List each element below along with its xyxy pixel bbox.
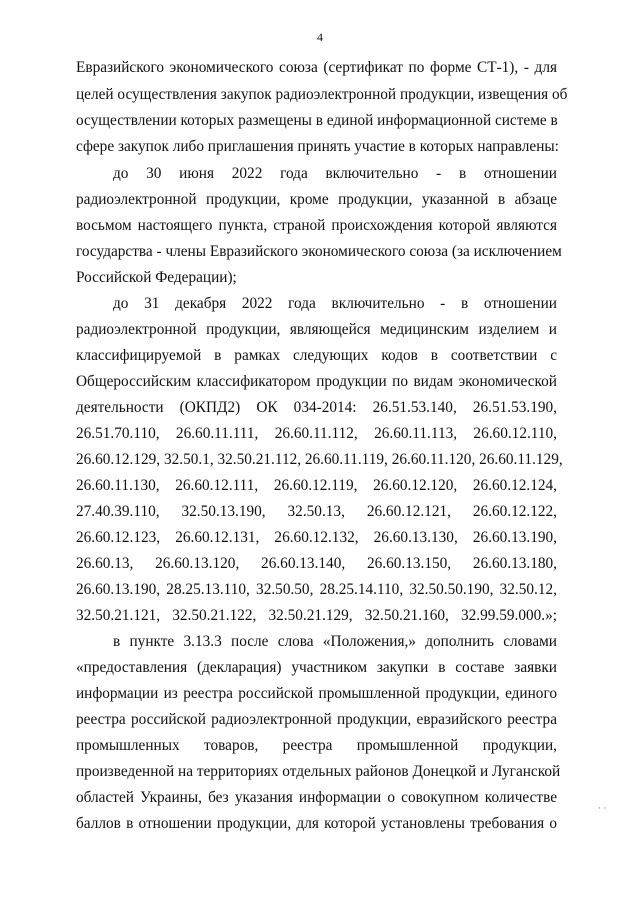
text-line: деятельности (ОКПД2) ОК 034-2014: 26.51.53.140, 26.51.53.190, [76, 399, 557, 416]
text-line: осуществлении которых размещены в единой информационной системе в [76, 112, 558, 129]
text-line: в пункте 3.13.3 после слова «Положения,» дополнить словами [113, 633, 557, 650]
text-line: целей осуществления закупок радиоэлектронной продукции, извещения об [76, 86, 568, 103]
text-line: промышленных товаров, реестра промышленной продукции, [76, 737, 557, 754]
text-line: «предоставления (декларация) участником закупки в составе заявки [76, 659, 557, 676]
text-line: до 30 июня 2022 года включительно - в отношении [113, 165, 557, 182]
text-line: классифицируемой в рамках следующих кодов в соответствии с [76, 347, 557, 364]
text-line: Евразийского экономического союза (сертификат по форме СТ-1), - для [76, 59, 557, 76]
text-line: радиоэлектронной продукции, являющейся медицинским изделием и [76, 321, 557, 338]
text-line: баллов в отношении продукции, для которой установлены требования о [76, 815, 557, 832]
text-line: 26.60.11.130, 26.60.12.111, 26.60.12.119, 26.60.12.120, 26.60.12.124, [76, 477, 557, 494]
text-line: Российской Федерации); [76, 269, 237, 286]
text-line: 26.51.70.110, 26.60.11.111, 26.60.11.112, 26.60.11.113, 26.60.12.110, [76, 425, 557, 442]
page-number: 4 [317, 30, 323, 44]
text-line: 27.40.39.110, 32.50.13.190, 32.50.13, 26.60.12.121, 26.60.12.122, [76, 503, 557, 520]
text-line: 26.60.12.123, 26.60.12.131, 26.60.12.132, 26.60.13.130, 26.60.13.190, [76, 529, 557, 546]
text-line: 26.60.13.190, 28.25.13.110, 32.50.50, 28.25.14.110, 32.50.50.190, 32.50.12, [76, 581, 557, 598]
text-line: информации из реестра российской промышленной продукции, единого [76, 685, 557, 702]
text-line: областей Украины, без указания информации о совокупном количестве [76, 789, 557, 806]
margin-mark: · · [598, 803, 607, 813]
text-line: 26.60.13, 26.60.13.120, 26.60.13.140, 26.60.13.150, 26.60.13.180, [76, 555, 557, 572]
text-line: до 31 декабря 2022 года включительно - в отношении [113, 295, 557, 312]
text-line: 26.60.12.129, 32.50.1, 32.50.21.112, 26.60.11.119, 26.60.11.120, 26.60.11.129, [76, 451, 563, 468]
text-line: радиоэлектронной продукции, кроме продукции, указанной в абзаце [76, 191, 557, 208]
text-line: сфере закупок либо приглашения принять участие в которых направлены: [76, 138, 559, 155]
text-line: восьмом настоящего пункта, страной происхождения которой являются [76, 217, 557, 234]
text-line: государства - члены Евразийского экономического союза (за исключением [76, 243, 562, 260]
text-line: произведенной на территориях отдельных районов Донецкой и Луганской [76, 763, 561, 780]
text-line: Общероссийским классификатором продукции по видам экономической [76, 373, 557, 390]
text-line: 32.50.21.121, 32.50.21.122, 32.50.21.129, 32.50.21.160, 32.99.59.000.»; [76, 607, 557, 624]
text-line: реестра российской радиоэлектронной продукции, евразийского реестра [76, 711, 557, 728]
